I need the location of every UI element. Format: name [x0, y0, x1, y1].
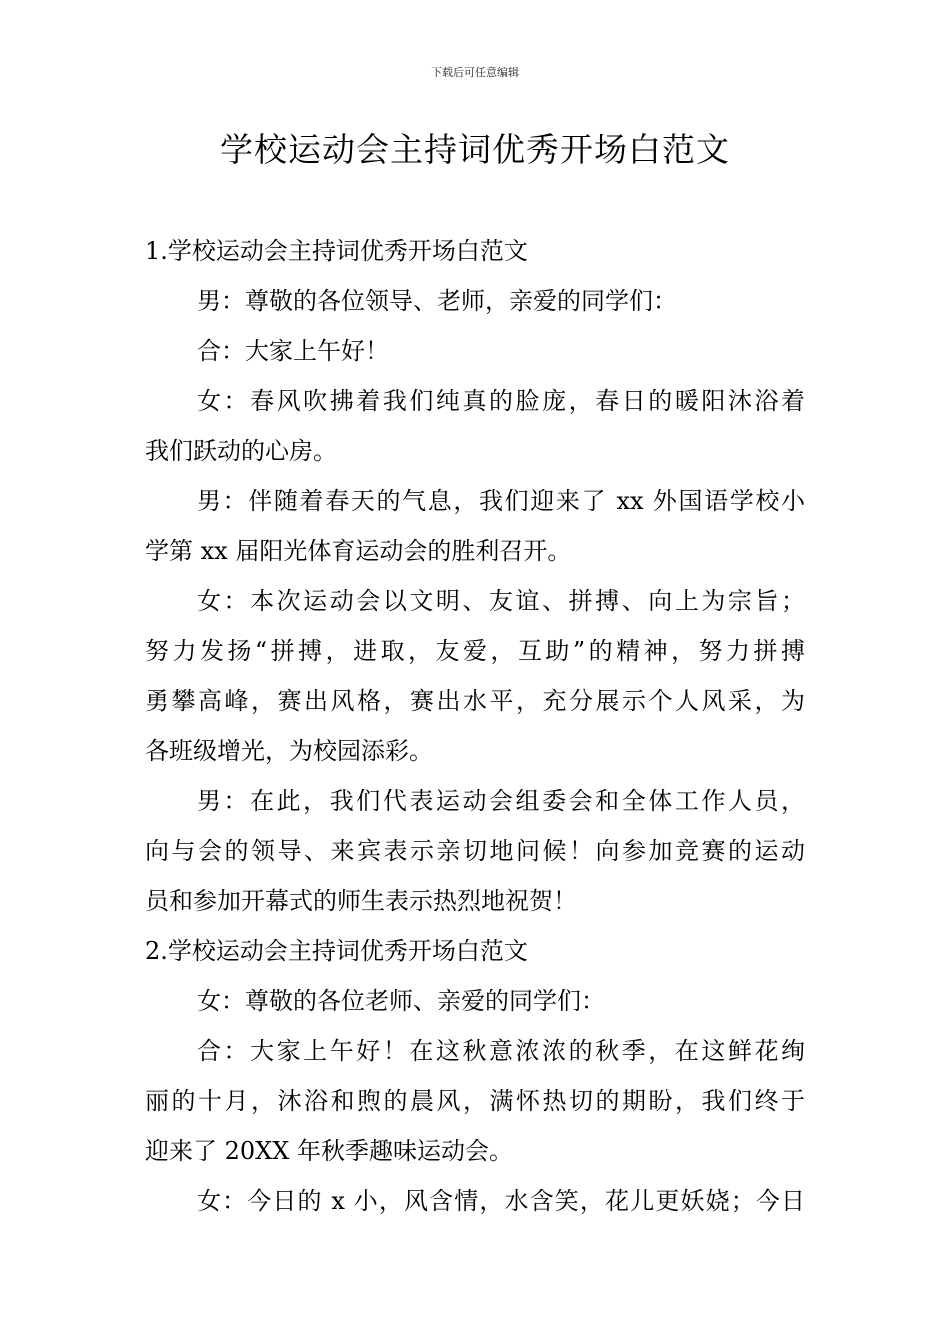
text-line: 丽的十月，沐浴和煦的晨风，满怀热切的期盼，我们终于: [145, 1087, 805, 1115]
text-line: 勇攀高峰，赛出风格，赛出水平，充分展示个人风采，为: [145, 687, 805, 715]
text-line: 向与会的领导、来宾表示亲切地问候！向参加竞赛的运动: [145, 837, 805, 865]
text-line: 各班级增光，为校园添彩。: [145, 737, 433, 765]
text-line: 员和参加开幕式的师生表示热烈地祝贺！: [145, 887, 577, 915]
text-line: 男：伴随着春天的气息，我们迎来了 xx 外国语学校小: [197, 487, 805, 515]
text-line: 我们跃动的心房。: [145, 437, 337, 465]
text-line: 女：今日的 x 小，风含情，水含笑，花儿更妖娆；今日: [197, 1187, 805, 1215]
text-line: 女：本次运动会以文明、友谊、拼搏、向上为宗旨；: [197, 587, 805, 615]
text-line: 合：大家上午好！在这秋意浓浓的秋季，在这鲜花绚: [197, 1037, 805, 1065]
document-title: 学校运动会主持词优秀开场白范文: [220, 130, 730, 169]
text-line: 男：在此，我们代表运动会组委会和全体工作人员，: [197, 787, 805, 815]
text-line: 努力发扬“拼搏，进取，友爱，互助”的精神，努力拼搏: [145, 637, 805, 665]
header-note: 下载后可任意编辑: [431, 66, 519, 79]
text-line: 迎来了 20XX 年秋季趣味运动会。: [145, 1137, 513, 1165]
text-line: 女：尊敬的各位老师、亲爱的同学们：: [197, 987, 605, 1015]
text-line: 合：大家上午好！: [197, 337, 389, 365]
text-line: 2.学校运动会主持词优秀开场白范文: [145, 937, 528, 965]
document-body: [145, 226, 805, 1226]
text-line: 学第 xx 届阳光体育运动会的胜利召开。: [145, 537, 572, 565]
text-line: 1.学校运动会主持词优秀开场白范文: [145, 237, 528, 265]
text-line: 女：春风吹拂着我们纯真的脸庞，春日的暖阳沐浴着: [197, 387, 805, 415]
text-line: 男：尊敬的各位领导、老师，亲爱的同学们：: [197, 287, 677, 315]
